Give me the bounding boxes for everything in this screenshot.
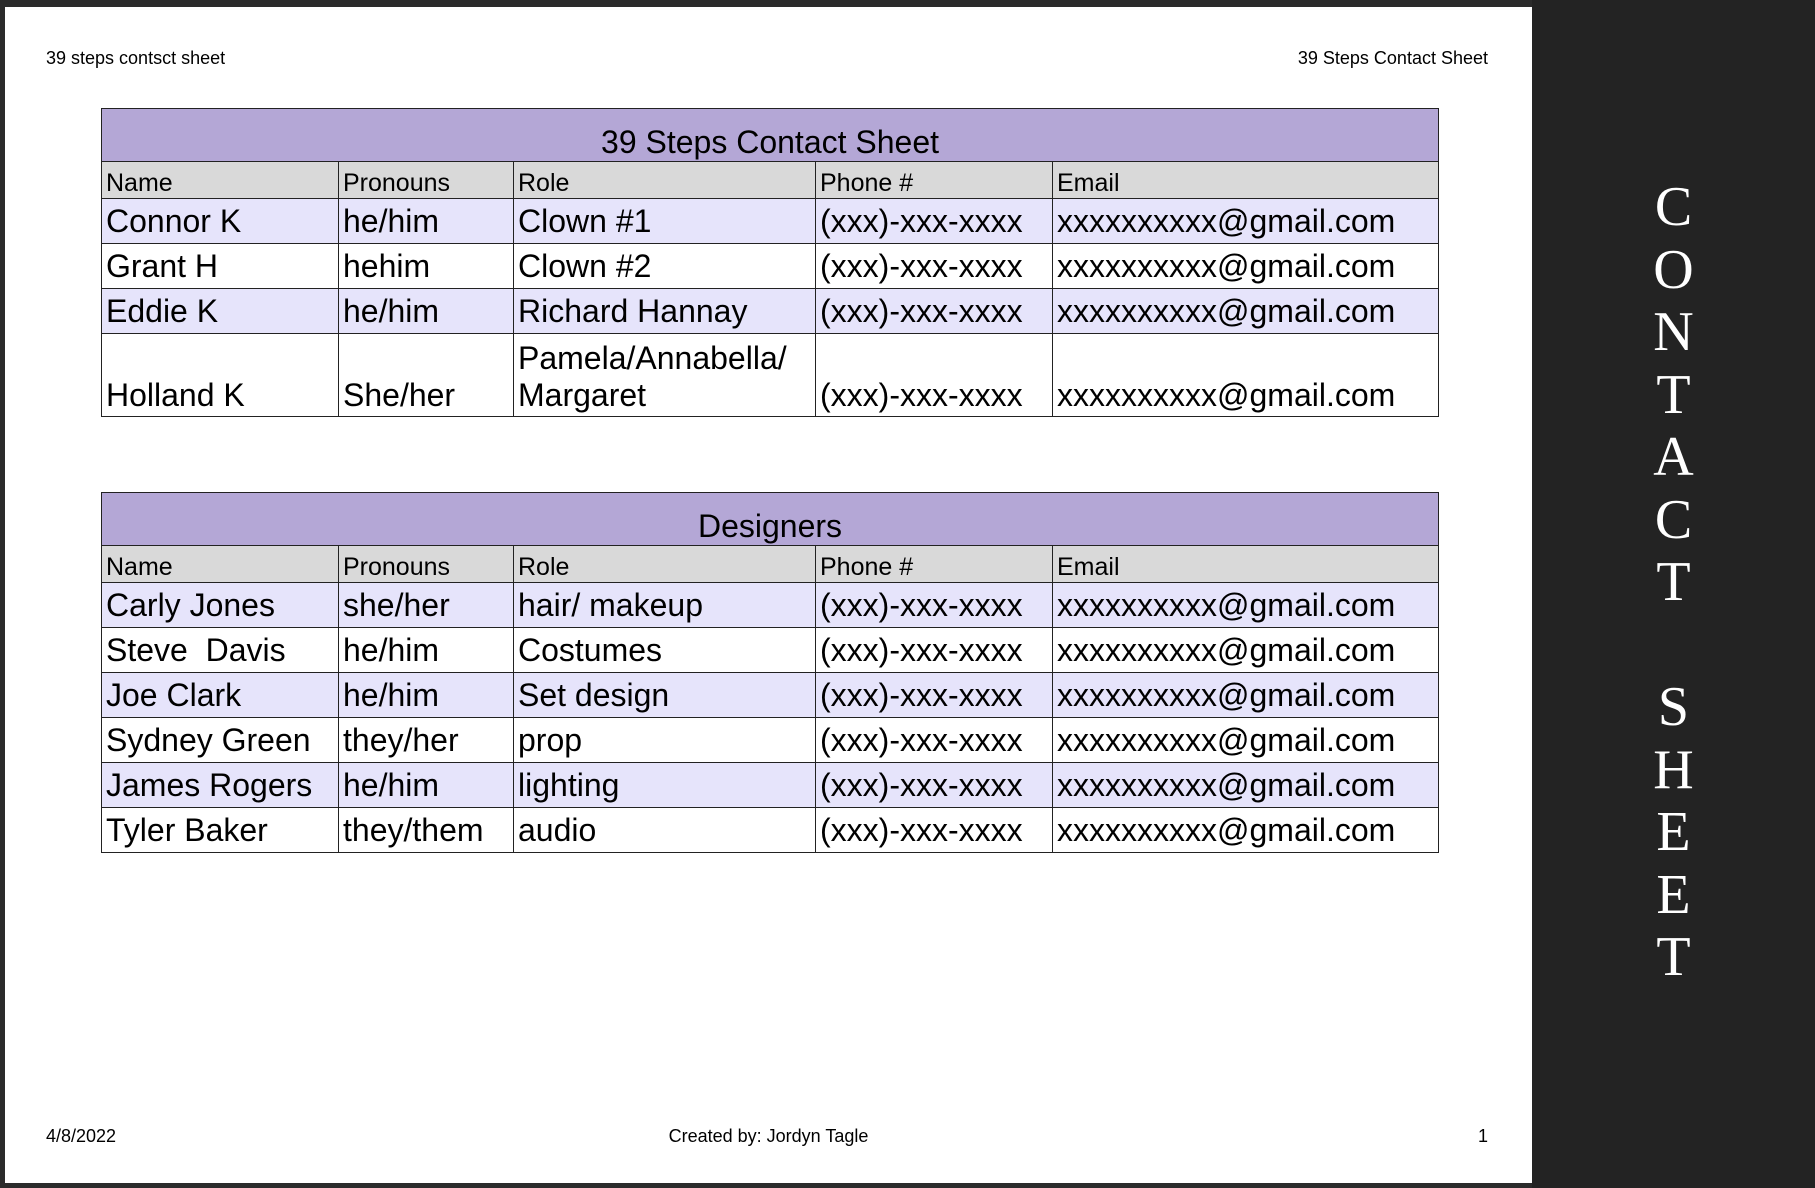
cell-role: Set design [514,673,816,718]
table-row [102,289,1439,334]
cell-phone: (xxx)-xxx-xxxx [816,199,1053,244]
title-letter: A [1653,426,1694,488]
cell-role: audio [514,808,816,853]
cell-role: Clown #1 [514,199,816,244]
title-letter: T [1656,926,1691,988]
cell-phone: (xxx)-xxx-xxxx [816,808,1053,853]
title-letter: C [1654,488,1693,551]
cell-pronouns: he/him [339,673,514,718]
column-header-pronouns: Pronouns [339,162,514,199]
cell-phone: (xxx)-xxx-xxxx [816,583,1053,628]
cell-email: xxxxxxxxxx@gmail.com [1053,718,1439,763]
cell-name: Eddie K [102,289,339,334]
cell-pronouns: he/him [339,763,514,808]
cell-role: hair/ makeup [514,583,816,628]
table-row [102,808,1439,853]
column-header-role: Role [514,162,816,199]
column-header-phone: Phone # [816,546,1053,583]
cell-email: xxxxxxxxxx@gmail.com [1053,628,1439,673]
cell-name: James Rogers [102,763,339,808]
page-footer-date: 4/8/2022 [46,1126,117,1146]
page-number: 1 [1477,1126,1488,1146]
sidebar-banner [1532,0,1815,1188]
cell-pronouns: she/her [339,583,514,628]
cell-role: Richard Hannay [514,289,816,334]
cell-pronouns: he/him [339,199,514,244]
cell-role: Clown #2 [514,244,816,289]
cell-phone: (xxx)-xxx-xxxx [816,718,1053,763]
page-header-left: 39 steps contsct sheet [46,48,226,68]
cell-email: xxxxxxxxxx@gmail.com [1053,583,1439,628]
title-letter: E [1656,801,1691,863]
cell-email: xxxxxxxxxx@gmail.com [1053,763,1439,808]
cell-role: Costumes [514,628,816,673]
column-header-name: Name [102,162,339,199]
cell-pronouns: he/him [339,628,514,673]
title-letter: H [1653,738,1694,801]
title-letter: C [1654,176,1693,238]
title-letter: O [1653,238,1694,301]
column-header-pronouns: Pronouns [339,546,514,583]
designers-contact-table [101,492,1439,853]
column-header-phone: Phone # [816,162,1053,199]
title-letter: N [1653,301,1694,363]
cell-phone: (xxx)-xxx-xxxx [816,673,1053,718]
cell-email: xxxxxxxxxx@gmail.com [1053,673,1439,718]
cell-pronouns: they/them [339,808,514,853]
cell-phone: (xxx)-xxx-xxxx [816,334,1053,417]
column-header-email: Email [1053,546,1439,583]
cell-role: lighting [514,763,816,808]
title-letter: S [1657,676,1690,738]
table-row [102,628,1439,673]
cell-email: xxxxxxxxxx@gmail.com [1053,244,1439,289]
designers-table-title: Designers [102,493,1439,546]
cast-table-title: 39 Steps Contact Sheet [102,109,1439,162]
table-row [102,763,1439,808]
table-row [102,673,1439,718]
cell-phone: (xxx)-xxx-xxxx [816,763,1053,808]
table-row [102,244,1439,289]
page-header-right: 39 Steps Contact Sheet [1297,48,1488,68]
column-header-role: Role [514,546,816,583]
table-row [102,334,1439,417]
title-letter-space [1532,614,1815,677]
cell-phone: (xxx)-xxx-xxxx [816,289,1053,334]
title-letter: E [1656,863,1691,926]
cell-name: Connor K [102,199,339,244]
cell-pronouns: they/her [339,718,514,763]
table-row [102,718,1439,763]
table-row [102,199,1439,244]
column-header-name: Name [102,546,339,583]
column-header-email: Email [1053,162,1439,199]
cell-phone: (xxx)-xxx-xxxx [816,244,1053,289]
cell-name: Steve Davis [102,628,339,673]
table-row [102,583,1439,628]
cell-email: xxxxxxxxxx@gmail.com [1053,808,1439,853]
cell-pronouns: She/her [339,334,514,417]
cell-name: Grant H [102,244,339,289]
cast-contact-table [101,108,1439,417]
cell-name: Sydney Green [102,718,339,763]
page-footer-credit: Created by: Jordyn Tagle [668,1126,869,1146]
cell-role: Pamela/Annabella/ Margaret [514,334,816,417]
cell-name: Carly Jones [102,583,339,628]
cell-name: Tyler Baker [102,808,339,853]
cell-role: prop [514,718,816,763]
cell-name: Holland K [102,334,339,417]
cell-pronouns: he/him [339,289,514,334]
cell-phone: (xxx)-xxx-xxxx [816,628,1053,673]
document-page [5,7,1532,1183]
cell-email: xxxxxxxxxx@gmail.com [1053,199,1439,244]
cell-pronouns: hehim [339,244,514,289]
title-letter: T [1656,363,1691,426]
vertical-title [1532,176,1815,989]
cell-email: xxxxxxxxxx@gmail.com [1053,289,1439,334]
cell-email: xxxxxxxxxx@gmail.com [1053,334,1439,417]
cell-name: Joe Clark [102,673,339,718]
title-letter: T [1656,551,1691,613]
